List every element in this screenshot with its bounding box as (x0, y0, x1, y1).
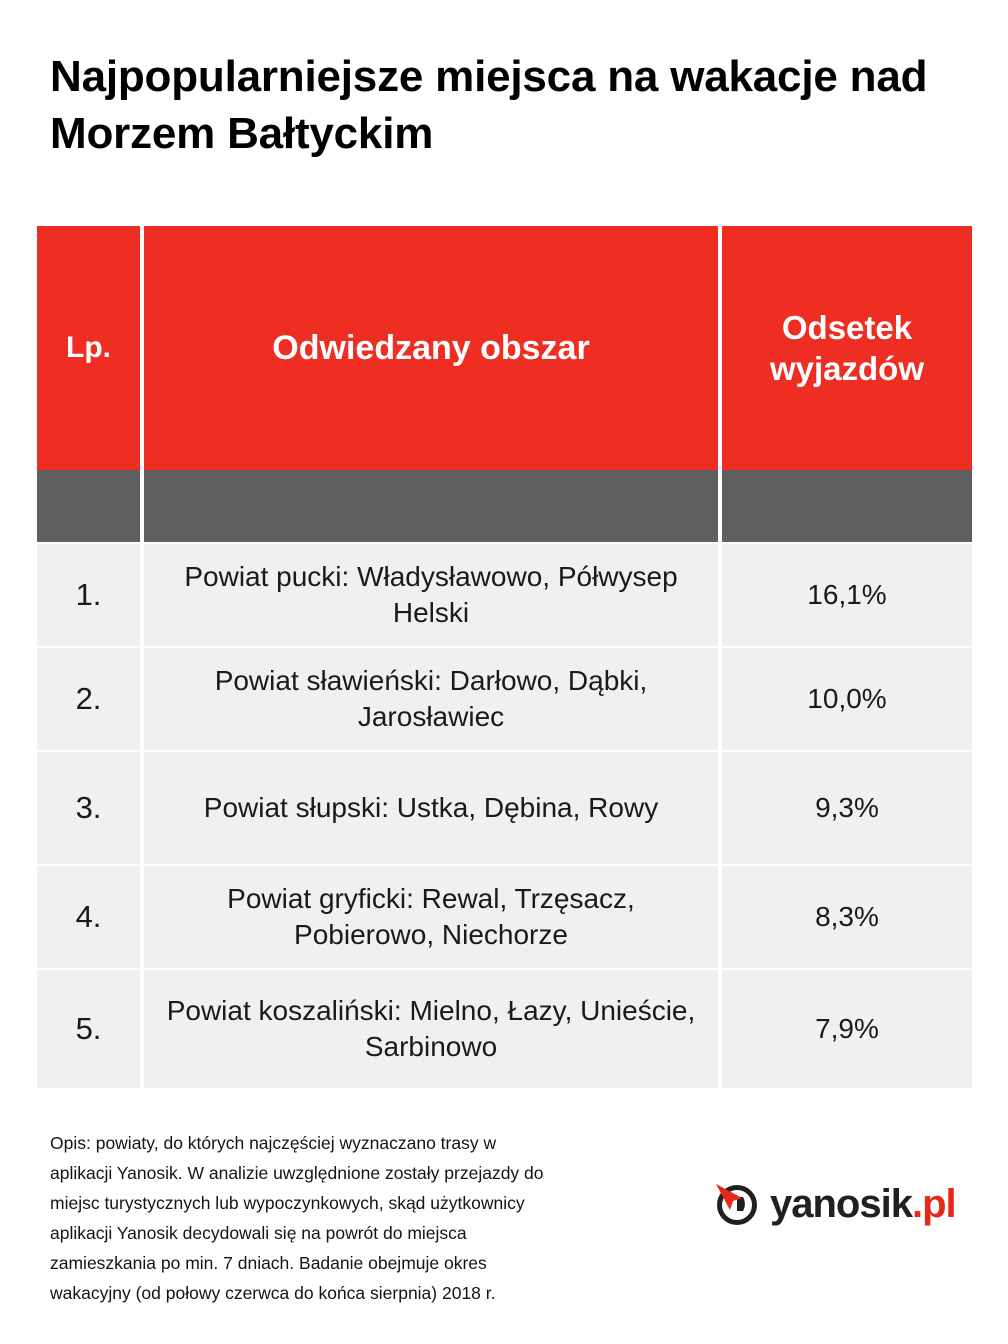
row-percent: 7,9% (722, 968, 972, 1088)
footnote-description (50, 1128, 683, 1309)
yanosik-wordmark (770, 1184, 956, 1224)
table-row (37, 750, 972, 864)
row-index: 3. (37, 750, 140, 864)
yanosik-compass-icon (712, 1180, 760, 1228)
row-percent: 10,0% (722, 646, 972, 750)
row-percent: 8,3% (722, 864, 972, 968)
table-row (37, 968, 972, 1088)
row-index: 5. (37, 968, 140, 1088)
row-area: Powiat słupski: Ustka, Dębina, Rowy (144, 750, 718, 864)
results-table (37, 226, 972, 1088)
row-index: 2. (37, 646, 140, 750)
column-header-percent: Odsetek wyjazdów (722, 226, 972, 470)
footnote-line: aplikacji Yanosik decydowali się na powrót do miejsca (50, 1223, 467, 1244)
yanosik-logo (712, 1180, 956, 1228)
table-row (37, 542, 972, 646)
row-area: Powiat gryficki: Rewal, Trzęsacz, Pobierowo, Niechorze (144, 864, 718, 968)
table-header-row (37, 226, 972, 470)
row-percent: 16,1% (722, 542, 972, 646)
spacer-cell-index (37, 470, 140, 542)
row-area: Powiat koszaliński: Mielno, Łazy, Unieście, Sarbinowo (144, 968, 718, 1088)
column-header-area: Odwiedzany obszar (144, 226, 718, 470)
row-area: Powiat sławieński: Darłowo, Dąbki, Jarosławiec (144, 646, 718, 750)
footnote-line: aplikacji Yanosik. W analizie uwzględnione zostały przejazdy do (50, 1163, 544, 1184)
row-area: Powiat pucki: Władysławowo, Półwysep Helski (144, 542, 718, 646)
header-spacer-band (37, 470, 972, 542)
row-index: 4. (37, 864, 140, 968)
logo-tld: .pl (911, 1182, 956, 1226)
spacer-cell-percent (722, 470, 972, 542)
row-percent: 9,3% (722, 750, 972, 864)
footnote-line: miejsc turystycznych lub wypoczynkowych, skąd użytkownicy (50, 1193, 525, 1214)
table-row (37, 646, 972, 750)
table-row (37, 864, 972, 968)
row-index: 1. (37, 542, 140, 646)
footnote-line: Opis: powiaty, do których najczęściej wyznaczano trasy w (50, 1133, 497, 1153)
footnote-line: wakacyjny (od połowy czerwca do końca sierpnia) 2018 r. (50, 1283, 496, 1304)
page-title: Najpopularniejsze miejsca na wakacje nad Morzem Bałtyckim (50, 52, 928, 159)
logo-name: yanosik (770, 1182, 912, 1226)
spacer-cell-area (144, 470, 718, 542)
column-header-index: Lp. (37, 226, 140, 470)
footnote-line: zamieszkania po min. 7 dniach. Badanie obejmuje okres (50, 1253, 487, 1274)
